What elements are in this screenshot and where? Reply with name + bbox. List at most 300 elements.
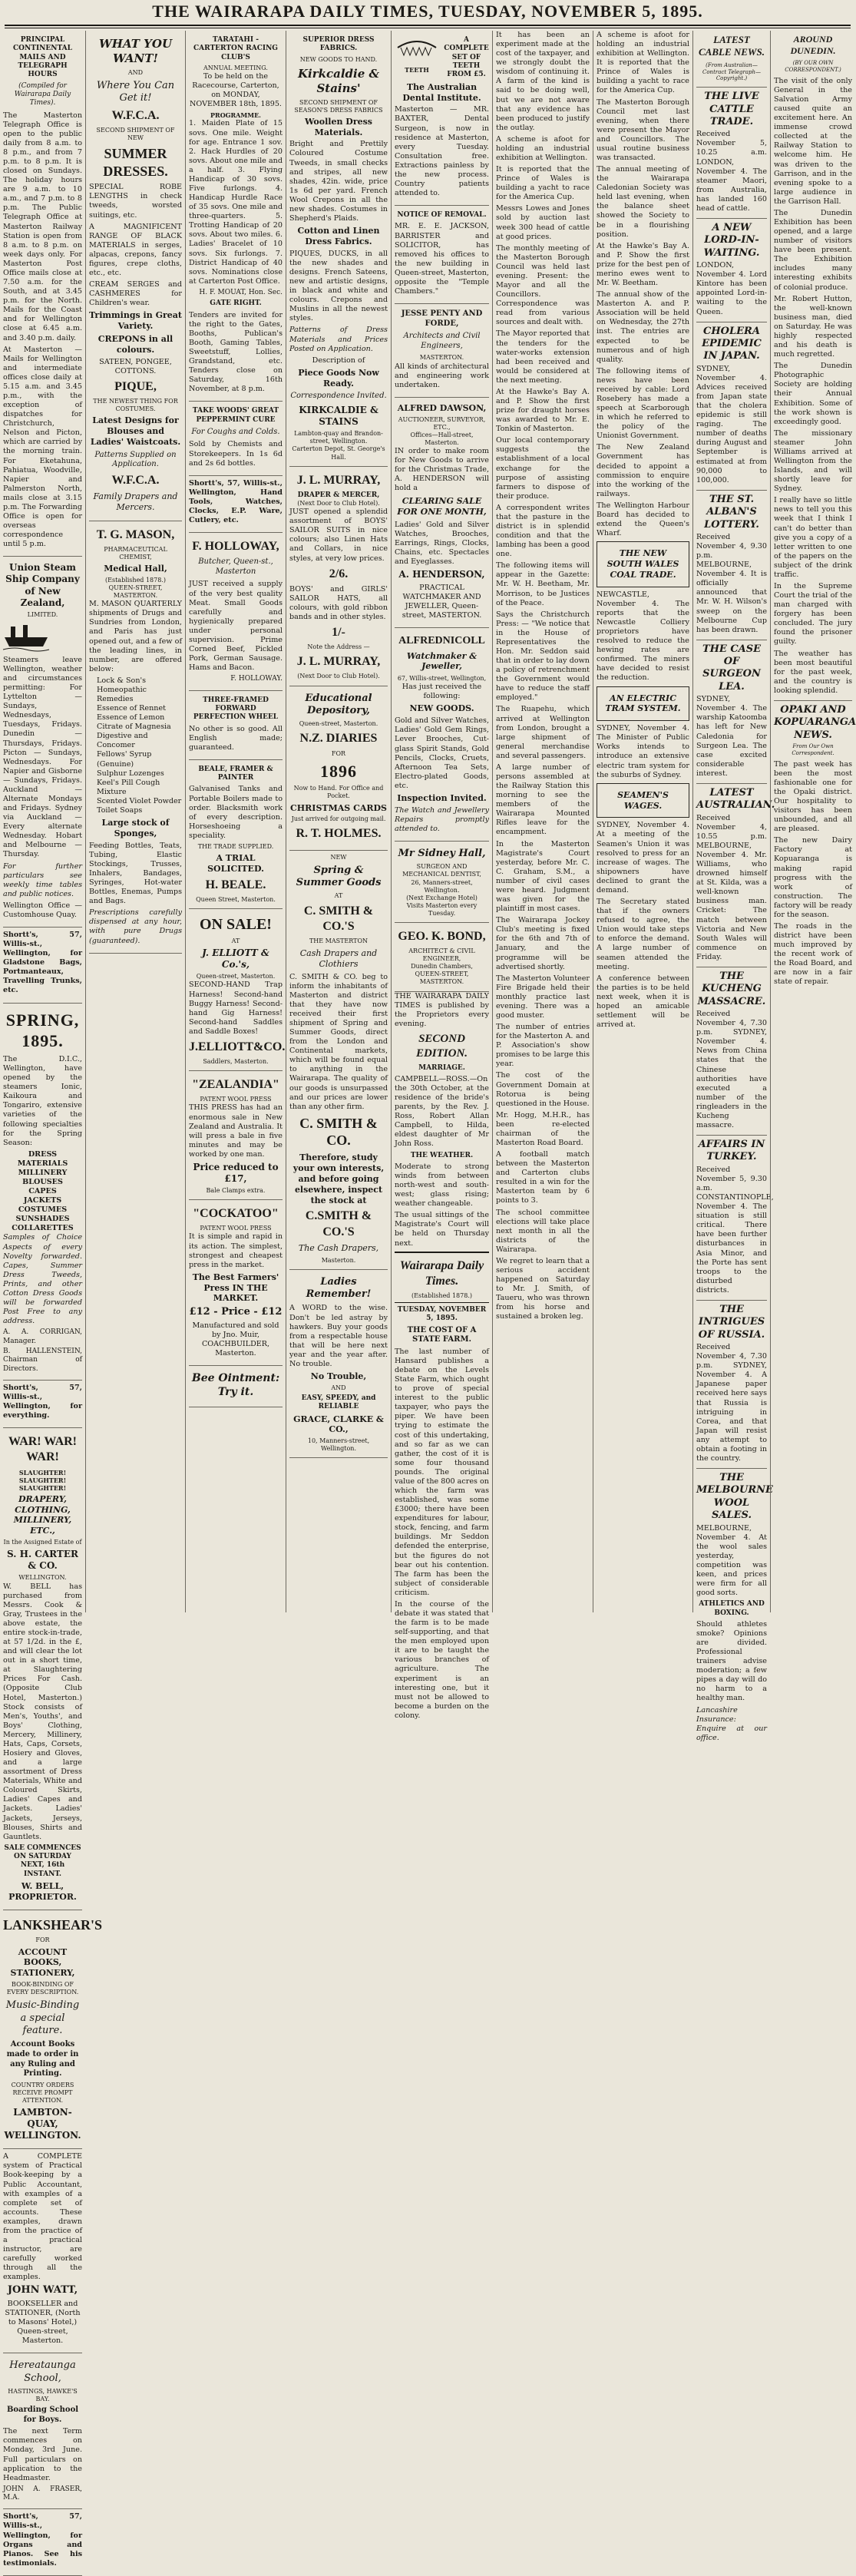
news-paragraph: We regret to learn that a serious accident happened on Saturday to Mr. J. Smith, of Taueru, who was thrown from his horse and sustained a broken leg. — [496, 1256, 590, 1321]
murray-1s: 1/- — [332, 626, 345, 640]
masthead-rule — [5, 25, 851, 26]
second-edition: SECOND EDITION. — [415, 1032, 468, 1060]
smith-title: C. SMITH & CO.'S — [303, 904, 374, 933]
secondhand-text: SECOND-HAND Trap Harness! Second-hand Buggy Harness! Second-hand Gig Harness! Second-hand Saddles and Saddle Boxes! — [189, 980, 283, 1036]
school-text: HASTINGS, HAWKE'S BAY. — [8, 2387, 78, 2403]
news-paragraph: The cost of the Government Domain at Rotorua is being questioned in the House. — [496, 1071, 590, 1108]
watt-ad — [3, 2149, 82, 2353]
opaki-title: OPAKI AND KOPUARANGA NEWS. — [774, 700, 852, 742]
news-paragraph: A correspondent writes that the pasture in the district is in splendid condition and that the lambing has been a good one. — [496, 503, 590, 559]
cattle-title: THE LIVE CATTLE TRADE. — [696, 87, 767, 128]
seamen-text-2: The Secretary stated that if the owners refused to agree, the Union would take steps to enforce the demand. A large number of seamen attended the meeting. — [597, 898, 689, 971]
crepons: CREPONS in all colours. — [97, 334, 174, 355]
cotton-text: PIQUES, DUCKS, in all the new shades and designs. French Sateens, new and artistic designs, in black and white and colours. Crepons and Muslins in all the newest styles. — [289, 249, 388, 323]
at-label: AT — [334, 892, 343, 900]
wool-title: THE MELBOURNE WOOL SALES. — [696, 1468, 767, 1523]
ship-note: For further particulars see weekly time tables and public notices. — [3, 861, 82, 898]
masthead: THE WAIRARAPA DAILY TIMES, TUESDAY, NOVEMBER 5, 1895. — [152, 2, 703, 21]
holloway-title: F. HOLLOWAY, — [192, 540, 279, 554]
races-prog: PROGRAMME. — [210, 111, 261, 120]
cash-drapers: The Cash Drapers, — [298, 1242, 379, 1253]
blouses-designs: Latest Designs for Blouses and Ladies' Waistcoats. — [90, 415, 181, 447]
kirk-sub: SECOND SHIPMENT OF SEASON'S DRESS FABRICS — [294, 98, 383, 114]
murray-sub: DRAPER & MERCER, — [297, 491, 380, 499]
elliott-name: J. ELLIOTT & Co.'s, — [202, 947, 269, 971]
cockatoo-sub: PATENT WOOL PRESS — [200, 1225, 272, 1232]
mails-sub: (Compiled for Wairarapa Daily Times). — [14, 81, 71, 107]
beale-name: H. BEALE. — [205, 878, 266, 891]
tram-title: AN ELECTRIC TRAM SYSTEM. — [605, 693, 681, 714]
spring-sign-2: B. HALLENSTEIN, Chairman of Directors. — [3, 1347, 82, 1373]
ship-sub: LIMITED. — [27, 610, 58, 618]
bee-ad — [189, 1366, 283, 1407]
christmas-cards: CHRISTMAS CARDS — [290, 802, 387, 813]
penty-ad — [395, 304, 489, 398]
assortment: A MAGNIFICENT RANGE OF BLACK MATERIALS in serges, alpacas, crepons, fancy figures, crepe cloths, etc., etc. — [89, 222, 182, 277]
dunedin-title: AROUND DUNEDIN. — [790, 34, 836, 57]
news-paragraph: The missionary steamer John Williams arrived at Wellington from the Islands, and will shortly leave for Sydney. — [774, 428, 852, 494]
bond-sub: ARCHITECT & CIVIL ENGINEER, — [408, 947, 475, 963]
news-paragraph: A scheme is afoot for holding an industrial exhibition at Wellington. — [496, 134, 590, 163]
news-paragraph: The annual show of the Masterton A. and P. Association will be held on Wednesday, the 27th inst. The entries are expected to be numerous and of high quality. — [597, 290, 689, 364]
pique: PIQUE, — [114, 379, 157, 393]
murray-title: J. L. MURRAY, — [296, 473, 381, 487]
times-logo: Wairarapa Daily Times. — [399, 1258, 484, 1288]
murray-next: (Next Door to Club Hotel). — [297, 500, 380, 508]
spring-item: MILLINERY — [18, 1168, 68, 1177]
dress-note: Patterns of Dress Materials and Prices Posted on Application. — [289, 326, 388, 353]
summer-dresses: SUMMER DRESSES. — [103, 145, 168, 179]
teeth-text: Masterton — MR. BAXTER, Dental Surgeon, is now in residence at Masterton, every Tuesday. Consultation free. Extractions painless by the new process. Country patients attended to. — [395, 105, 489, 198]
mason-ad — [89, 521, 182, 954]
news-paragraph: The Dunedin Photographic Society are holding their Annual Exhibition. Some of the work shown is exceedingly good. — [774, 362, 852, 426]
farmers-sign: Manufactured and sold by Jno. Muir, COACHBUILDER, Masterton. — [192, 1321, 279, 1357]
descr: Description of — [312, 355, 365, 365]
times-est: (Established 1878.) — [411, 1291, 472, 1299]
kirk-name: KIRKCALDIE & STAINS — [299, 405, 378, 428]
mails-ferry: At Masterton — Mails for Wellington and intermediate offices close daily at 5.15 a.m. and 3.45 p.m., with the exception of dispatches for Christchurch, Nelson and Picton, which are carried by the morning train. For Eketahuna, Pahiatua, Woodville, Napier and Palmerston North, mails close at 3.15 p.m. The Forwarding Office is open for overseas correspondence until 5 p.m. — [3, 345, 82, 549]
column-8 — [692, 31, 775, 1742]
news-paragraph: The Mayor reported that the tenders for the water-works extension had been received and would be considered at the next meeting. — [496, 329, 590, 385]
nsw-title: THE NEW SOUTH WALES COAL TRADE. — [606, 548, 679, 580]
holloway-sign: F. HOLLOWAY. — [230, 675, 283, 683]
school-note: The next Term commences on Monday, 3rd June. Full particulars on application to the Headmaster. — [3, 2427, 82, 2482]
drapery-place: WELLINGTON. — [18, 1574, 67, 1582]
diaries-year: 1896 — [320, 761, 357, 781]
wfca-shipment: SECOND SHIPMENT OF NEW — [96, 126, 175, 141]
spring-ad — [3, 1004, 82, 1381]
zeal-title: "ZEALANDIA" — [192, 1078, 279, 1092]
dawson-text: IN order to make room for New Goods to arrive for the Christmas Trade, A. HENDERSON will hold a — [395, 446, 489, 493]
smith-place: THE MASTERTON — [309, 937, 369, 944]
mason-list — [89, 676, 182, 815]
diaries-note: Now to Hand. For Office and Pocket. — [293, 785, 384, 800]
news-paragraph: Says the Christchurch Press: — "We notice that in the House of Representatives the Hon. Mr. Seddon said that in order to lay down a policy of retrenchment the Government would have to reduce the staff employed." — [496, 610, 590, 703]
war-title: WAR! WAR! WAR! — [8, 1435, 78, 1464]
shortts-ad-4 — [189, 476, 283, 533]
family-drapers: Family Drapers and Mercers. — [93, 491, 178, 512]
note-address: Note the Address — — [307, 643, 370, 651]
spring-sign-1: A. A. CORRIGAN, Manager. — [3, 1328, 82, 1345]
watt-text: A COMPLETE system of Practical Book-keeping by a Public Accountant, with examples of a complete set of accounts. These examples, drawn from the practice of a practical instructor, are carefully worked through all the examples. — [3, 2152, 82, 2282]
seamen-title: SEAMEN'S WAGES. — [617, 789, 669, 811]
watt-name: JOHN WATT, — [7, 2284, 78, 2297]
lank-orders: COUNTRY ORDERS RECEIVE PROMPT ATTENTION. — [11, 2081, 74, 2104]
news-paragraph: The Dunedin Exhibition has been opened, and a large number of visitors have been present. The Exhibition includes many interesting exhibits of colonial produce. — [774, 208, 852, 292]
alfred-list: Gold and Silver Watches, Ladies' Gold Gem Rings, Lever Brooches, Cut-glass Spirit Stands, Gold Pencils, Clocks, Cruets, Afternoon Tea Sets, Electro-plated Goods, etc. — [395, 716, 489, 790]
onsale-title: ON SALE! — [200, 915, 272, 933]
news-paragraph: The Wellington Harbour Board has decided to extend the Queen's Wharf. — [597, 501, 689, 538]
races-sub: ANNUAL MEETING. — [203, 64, 268, 71]
races-text: 1. Maiden Plate of 15 sovs. One mile. Weight for age. Entrance 1 sov. 2. Hack Hurdles of 20 sovs. About one mile and a half. 3. Flying Handicap of 30 sovs. Five furlongs. 4. Handicap Hurdle Race of 35 sovs. One mile and three-quarters. 5. Trotting Handicap of 20 sovs. About two miles. 6. Ladies' Bracelet of 10 sovs. Six furlongs. 7. District Handicap of 40 sovs. Nominations close at Carterton Post Office. — [189, 119, 283, 286]
bond-place: Dunedin Chambers, — [411, 963, 473, 971]
column-3 — [185, 31, 286, 1612]
cholera-title: CHOLERA EPIDEMIC IN JAPAN. — [696, 322, 767, 363]
news-paragraph: In the Masterton Magistrate's Court yesterday, before Mr. C. C. Graham, S.M., a number of civil cases were heard. Judgment was given for the plaintiff in most cases. — [496, 839, 590, 914]
gate-title: GATE RIGHT. — [210, 299, 262, 308]
teeth-label: TEETH — [405, 66, 429, 74]
news-paragraph: A football match between the Masterton and Carterton clubs resulted in a win for the Masterton team by 6 points to 3. — [496, 1150, 590, 1205]
breast-title: BEALE, FRAMER & PAINTER — [198, 765, 273, 782]
mason-title: T. G. MASON, — [96, 527, 175, 541]
murray-next-2: (Next Door to Club Hotel). — [297, 673, 380, 680]
murray-ad — [289, 467, 388, 686]
no-trouble: No Trouble, — [310, 1371, 367, 1381]
alfred-title: ALFREDNICOLL — [398, 634, 485, 646]
mason-item: Toilet Soaps — [97, 805, 143, 815]
henderson-sub: PRACTICAL WATCHMAKER AND JEWELLER, Queen-street, MASTERTON. — [402, 583, 482, 620]
hall-place: 26, Manners-street, Wellington. — [411, 878, 473, 894]
diaries-title: N.Z. DIARIES — [299, 732, 378, 746]
penty-place: MASTERTON. — [419, 354, 464, 362]
bee-ointment: Bee Ointment: Try it. — [191, 1372, 280, 1398]
spring-note: Samples of Choice Aspects of every Novelty forwarded. Capes, Summer Dress Tweeds, Prints, and other Cotton Dress Goods will be forwarded Post Free to any address. — [3, 1233, 82, 1326]
removal-text: MR. E. E. JACKSON, BARRISTER and SOLICITOR, has removed his offices to the new building in Queen-street, Masterton, opposite the "Temple Chambers." — [395, 222, 489, 296]
seamen-text: SYDNEY, November 4. At a meeting of the Seamen's Union it was resolved to press for an increase of wages. The shipowners have declined to grant the demand. — [597, 821, 689, 894]
athletics-title: ATHLETICS AND BOXING. — [699, 1600, 765, 1617]
drapery-text: W. BELL has purchased from Messrs. Cook & Gray, Trustees in the above estate, the entire stock-in-trade, at 57 1/2d. in the £, and will clear the lot out in a short time, at Slaughtering Prices For Cash. (Opposite Club Hotel, Masterton.) Stock consists of Men's, Youths', and Boys' Clothing, Mercery, Millinery, Hats, Caps, Corsets, Hosiery and Gloves, and a large assortment of Dress Materials, White and Coloured Skirts, Ladies' Capes and Jackets. Ladies' Jackets, Jerseys, Blouses, Shirts and Gauntlets. — [3, 1582, 82, 1841]
bond-title: GEO. K. BOND, — [398, 929, 486, 943]
news-paragraph: The annual meeting of the Wairarapa Caledonian Society was held last evening, when the balance sheet showed the Society to be in a flourishing position. — [597, 165, 689, 239]
holmes-ad — [289, 686, 388, 851]
gate-text: Tenders are invited for the right to the Gates, Booths, Publican's Booth, Gaming Tables, Sweetstuff, Lollies, Grandstand, etc. Tenders close on Saturday, 16th November, at 8 p.m. — [189, 310, 283, 394]
union-ship-ad — [3, 557, 82, 928]
holloway-sub: Butcher, Queen-st., Masterton — [198, 557, 273, 576]
alfred-goods: NEW GOODS. — [409, 703, 474, 714]
murray-boys: BOYS' and GIRLS' SAILOR HATS, all colours, with gold ribbon bands and in other styles. — [289, 584, 388, 622]
news-paragraph: At the Hawke's Bay A. and P. Show the first prize for the best pen of merino ewes went to Mr. W. Beetham. — [597, 241, 689, 288]
mason-est: (Established 1878.) — [105, 577, 166, 584]
zeal-price-sub: Bale Clamps extra. — [206, 1187, 266, 1195]
drapery-name: S. H. CARTER & CO. — [7, 1549, 78, 1572]
smith-big: C. SMITH & CO. — [299, 1115, 378, 1149]
ship-title: Union Steam Ship Company of New Zealand, — [5, 562, 80, 608]
newest: THE NEWEST THING FOR COSTUMES. — [93, 398, 178, 413]
races-date: To be held on the Racecourse, Carterton, on MONDAY, NOVEMBER 18th, 1895. — [190, 72, 282, 109]
cream-serges: CREAM SERGES and CASHMERES for Children's wear. — [89, 280, 182, 308]
shortts-text-2: Shortt's, 57, Willis-st., Wellington, for everything. — [3, 1383, 82, 1420]
smith-masterton: Masterton. — [321, 1256, 356, 1264]
patterns-note: Patterns Supplied on Application. — [94, 450, 177, 469]
teeth-sub: The Australian Dental Institute. — [402, 81, 481, 103]
mason-item: Citrate of Magnesia — [97, 723, 171, 732]
surgeon-text: SYDNEY, November 4. The warship Katoomba has left for New Caledonia for Surgeon Lea. The case excited considerable interest. — [696, 695, 767, 778]
trade-supplied: THE TRADE SUPPLIED. — [197, 842, 274, 850]
lank-title: LANKSHEAR'S — [3, 1916, 103, 1933]
news-paragraph: Mr. Hogg, M.H.R., has been re-elected chairman of the Masterton Road Board. — [496, 1110, 590, 1147]
mason-item: Keel's Pill Cough Mixture — [97, 778, 160, 796]
opaki-text-2: The new Dairy Factory at Kopuaranga is making rapid progress with the work of construction. The factory will be ready for the season. — [774, 836, 852, 919]
take-sub: For Coughs and Colds. — [191, 427, 280, 436]
column-7 — [593, 31, 692, 1612]
edu-title: Educational Depository, — [305, 692, 372, 716]
tram-box — [597, 686, 689, 722]
bond-ad — [395, 923, 489, 992]
news-paragraph: The school committee elections will take place next month in all the districts of the Wairarapa. — [496, 1208, 590, 1254]
hall-hours: (Next Exchange Hotel) — [406, 894, 478, 901]
dies-text: No other is so good. All English made; guaranteed. — [189, 724, 283, 752]
lank-place: LAMBTON-QUAY, WELLINGTON. — [4, 2107, 81, 2141]
mason-sub: PHARMACEUTICAL CHEMIST, — [104, 545, 167, 561]
athletics-text: Should athletes smoke? Opinions are divided. Professional trainers advise moderation; a few pipes a day will do no harm to a healthy man. — [696, 1619, 767, 1703]
zeal-sub: PATENT WOOL PRESS — [200, 1096, 272, 1103]
column-9 — [770, 31, 855, 1612]
beale-place: Queen Street, Masterton. — [196, 895, 276, 903]
wfca-1: W.F.C.A. — [111, 108, 160, 122]
wfca-ad — [89, 31, 182, 521]
lank-order: Account Books made to order in any Ruling and Printing. — [6, 2040, 79, 2078]
spring-item: CAPES — [28, 1187, 57, 1196]
superior-sub: NEW GOODS TO HAND. — [299, 55, 378, 63]
column-2 — [85, 31, 185, 1612]
column-1 — [0, 31, 103, 2568]
war-sub: SLAUGHTER! SLAUGHTER! SLAUGHTER! — [18, 1468, 67, 1492]
cholera-text: SYDNEY, November 4. Advices received from Japan state that the cholera epidemic is still raging. The number of deaths during August and September is estimated at from 90,000 to 100,000. — [696, 364, 767, 484]
kirk-depot: Carterton Depot, St. George's Hall. — [292, 445, 385, 461]
easy-speedy: EASY, SPEEDY, and RELIABLE — [301, 1394, 376, 1411]
elliott-sub: Queen-street, Masterton. — [196, 973, 276, 980]
drapery-sub: In the Assigned Estate of — [3, 1539, 82, 1546]
school-ad — [3, 2353, 82, 2509]
news-paragraph: The Ruapehu, which arrived at Wellington from London, brought a large shipment of general merchandise and several passengers. — [496, 705, 590, 760]
sittings-text: The usual sittings of the Magistrate's Court will be held on Thursday next. — [395, 1211, 489, 1248]
new-label: NEW — [330, 853, 347, 861]
spring-item: DRESS MATERIALS — [17, 1149, 68, 1168]
trimmings: Trimmings in Great Variety. — [89, 310, 182, 332]
watt-sub: BOOKSELLER and STATIONER, (North to Masons' Hotel,) Queen-street, Masterton. — [5, 2299, 81, 2346]
times-note: THE WAIRARAPA DAILY TIMES is published by the Proprietors every evening. — [395, 991, 489, 1028]
marriage-text: CAMPBELL—ROSS.—On the 30th October, at the residence of the bride's parents, by the Rev. J. Ross, Robert Allan Campbell, to Hilda, eldest daughter of Mr John Ross. — [395, 1074, 489, 1149]
lord-text: LONDON, November 4. Lord Kintore has been appointed Lord-in-waiting to the Queen. — [696, 261, 767, 316]
aus-title: LATEST AUSTRALIAN. — [696, 783, 767, 812]
mason-item: Essence of Rennet — [97, 704, 166, 713]
shortts-text-1: Shortt's, 57, Willis-st., Wellington, for Gladstone Bags, Portmanteaux, Travelling Trunks, etc. — [3, 931, 82, 995]
hall-ad — [395, 842, 489, 923]
ladies-text: A WORD to the wise. Don't be led astray by hawkers. Buy your goods from a respectable house that will be here next year and the year after. No trouble. — [289, 1304, 388, 1368]
news-paragraph: The New Zealand Government has decided to appoint a commission to enquire into the working of the railways. — [597, 443, 689, 498]
wool-text: MELBOURNE, November 4. At the wool sales yesterday, competition was keen, and prices were firm for all good sorts. — [696, 1523, 767, 1598]
mason-item: Fellows' Syrup (Genuine) — [97, 750, 152, 769]
news-paragraph: The following items of news have been received by cable: Lord Rosebery has made a speech at Scarborough in which he referred to the policy of the Unionist Government. — [597, 366, 689, 441]
nsw-coal-box — [597, 541, 689, 587]
farmers-press: The Best Farmers' Press IN THE MARKET. — [192, 1271, 279, 1304]
lank-sub: FOR — [35, 1936, 50, 1944]
woollen-text: Bright and Prettily Coloured Costume Tweeds, in small checks and stripes, all new shades, 42in. wide, price 1s 6d per yard. French Wool Crepons in all the new shades. Costumes in Shepherd's Plaids. — [289, 140, 388, 223]
sponges-text: Feeding Bottles, Teats, Tubing, Elastic Stockings, Trusses, Inhalers, Bandages, Syringes, Hot-water Bottles, Enemas, Pumps and Bags. — [89, 841, 182, 906]
spring-item: JACKETS — [23, 1196, 62, 1205]
shortts-ad-2 — [3, 1381, 82, 1428]
cattle-text: Received November 5, 10.25 a.m. LONDON, November 4. The steamer Maori, from Australia, has landed 160 head of cattle. — [696, 130, 767, 213]
opaki-text-3: The roads in the district have been much improved by the recent work of the Road Board, and are now in a fair state of repair. — [774, 922, 852, 987]
lank-text: BOOK-BINDING OF EVERY DESCRIPTION. — [6, 1981, 79, 1996]
news-paragraph: Our local contemporary suggests the establishment of a local exchange for the purpose of assisting farmers to dispose of their produce. — [496, 436, 590, 501]
kucheng-title: THE KUCHENG MASSACRE. — [696, 967, 767, 1008]
cards-text: Just arrived for outgoing mail. — [291, 815, 386, 823]
take-text: Sold by Chemists and Storekeepers. In 1s 6d and 2s 6d bottles. — [189, 440, 283, 468]
elliott-ad — [189, 909, 286, 1071]
diaries-for: FOR — [331, 749, 346, 757]
cockatoo-ad — [189, 1200, 283, 1366]
colours-line: SATEEN, PONGEE, COTTONS. — [99, 357, 172, 375]
news-paragraph: I really have so little news to tell you this week that I think I can't do better than give you a copy of a letter written to one of the papers on the subject of the drink traffic. — [774, 496, 852, 579]
news-paragraph: A scheme is afoot for holding an industrial exhibition at Wellington. It is reported that the Prince of Wales is building a yacht to race for the America Cup. — [597, 31, 689, 95]
mails-title: PRINCIPAL CONTINENTAL MAILS AND TELEGRAPH HOURS — [13, 36, 72, 79]
alfred-text: Has just received the following: — [402, 683, 482, 701]
spring-item: SUNSHADES — [15, 1215, 70, 1224]
news-paragraph: The visit of the only General in the Salvation Army caused quite an excitement here. An immense crowd collected at the Railway Station to welcome him. He was driven to the Garrison, and in the evening spoke to a large audience in the Garrison Hall. — [774, 76, 852, 206]
henderson-name: A. HENDERSON, — [398, 569, 485, 580]
smith-ad — [289, 851, 388, 1270]
grace-place: 10, Manners-street, Wellington. — [307, 1437, 370, 1453]
mason-text: M. MASON QUARTERLY shipments of Drugs and Sundries from London, and Paris has just opened out, and a few of the leading lines, in number, are offered below: — [89, 600, 182, 673]
latest-cable-title: LATEST CABLE NEWS. — [699, 34, 765, 58]
spring-text: The D.I.C., Wellington, have opened by the steamers Ionic, Kaikoura and Tongariro, extensive varieties of the following specialties for the Spring Season: — [3, 1054, 82, 1147]
dunedin-sub: (BY OUR OWN CORRESPONDENT.) — [785, 60, 841, 74]
seamen-box — [597, 783, 689, 818]
turkey-text: Received November 5, 9.30 a.m. CONSTANTINOPLE, November 4. The situation is still critical. There have been further disturbances in Asia Minor, and the Porte has sent troops to the disturbed districts. — [696, 1165, 774, 1295]
cost-text-2: In the course of the debate it was stated that the farm is to be made self-supporting, and that the men employed upon it are to be taught the various branches of agriculture. The experiment is an interesting one, but it must not be allowed to become a burden on the colony. — [395, 1599, 489, 1720]
mason-item: Essence of Lemon — [97, 713, 165, 723]
races-sign: H. F. MOUAT, Hon. Sec. — [199, 288, 283, 296]
news-paragraph: The monthly meeting of the Masterton Borough Council was held last evening. Present: the Mayor and all the Councillors. Correspondence was read from various sources and dealt with. — [496, 243, 590, 327]
dawson-place: Offices—Hall-street, Masterton. — [410, 431, 474, 446]
holloway-text: JUST received a supply of the very best quality Meat. Small Goods carefully and hygienically prepared under personal supervision. Prime Corned Beef, Pickled Pork, German Sausage. Hams and Bacon. — [189, 580, 283, 673]
mails-notice — [3, 31, 82, 557]
zeal-text: THIS PRESS has had an enormous sale in New Zealand and Australia. It will press a bale in five minutes and may be worked by one man. — [189, 1103, 283, 1159]
news-paragraph: At the Hawke's Bay A. and P. Show the first prize for draught horses was awarded to Mr. E. Tonkin of Masterton. — [496, 387, 590, 434]
dawson-title: ALFRED DAWSON, — [397, 402, 487, 413]
clearing-text: Ladies' Gold and Silver Watches, Brooches, Earrings, Rings, Clocks, Chains, etc. Spectacles and Eyeglasses. — [395, 521, 489, 567]
cost-text: The last number of Hansard publishes a debate on the Levels State Farm, which ought to prove of special interest to the public taxpayer, who pays the piper. We have been trying to estimate the cost of this undertaking, and so far as we can gather, the cost of it is some four thousand pounds. The original value of the 800 acres on which the farm was established, was some £3000; there have been expenditures for labour, stock, fencing, and farm buildings. Mr Seddon defended the enterprise, but the figures do not bear out his contention. The farm has been the subject of considerable criticism. — [395, 1347, 489, 1597]
trial-solicited: A TRIAL SOLICITED. — [207, 852, 264, 874]
news-paragraph: The Wairarapa Jockey Club's meeting is fixed for the 6th and 7th of January, and the programme will be advertised shortly. — [496, 916, 590, 971]
teeth-title: A COMPLETE SET OF TEETH FROM £5. — [444, 36, 489, 79]
lord-title: A NEW LORD-IN-WAITING. — [696, 218, 767, 260]
intrigue-title: THE INTRIGUES OF RUSSIA. — [696, 1300, 767, 1341]
shortts-text-4: Shortt's, 57, Willis-st., Wellington, Hand Tools, Watches, Clocks, E.P. Ware, Cutlery, etc. — [189, 478, 283, 525]
mason-item: Digestive and Concomer — [97, 732, 148, 750]
smith-text: C. SMITH & CO. beg to inform the inhabitants of Masterton and district that they have now received their first shipment of Spring and Summer Goods, direct from the London and Continental markets, which will be found equal to anything in the Wairarapa. The quality of our goods is unsurpassed and our prices are lower than any other firm. — [289, 972, 388, 1111]
nicoll-ad — [395, 628, 489, 842]
beale-ad — [189, 760, 283, 909]
school-sub: Boarding School for Boys. — [6, 2406, 79, 2424]
dies-title: THREE-FRAMED FORWARD PERFECTION WHEEL — [193, 696, 279, 722]
column-5 — [391, 31, 492, 1720]
bond-place-2: QUEEN-STREET, MASTERTON. — [415, 971, 469, 986]
kirk-title: Kirkcaldie & Stains' — [297, 66, 380, 95]
hall-note: Visits Masterton every Tuesday. — [406, 901, 478, 917]
special-robes: SPECIAL ROBE LENGTHS in check tweeds, worsted suitings, etc. — [89, 183, 182, 220]
prescriptions: Prescriptions carefully dispensed at any hour, with pure Drugs (guaranteed). — [89, 908, 182, 945]
saddlers: Saddlers, Masterton. — [203, 1058, 269, 1066]
lankshear-ad — [3, 1910, 103, 2150]
news-paragraph: The Masterton Volunteer Fire Brigade held their monthly practice last evening. There was a good muster. — [496, 974, 590, 1020]
alfred-sub: Watchmaker & Jeweller, — [406, 650, 478, 672]
aus-text: Received November 4, 10.55 p.m. MELBOURNE, November 4. Mr. Williams, who drowned himself at St. Kilda, was a well-known business man. Cricket: The match between Victoria and New South Wales will commence on Friday. — [696, 813, 767, 961]
lank-special: Music-Binding a special feature. — [5, 1999, 80, 2037]
wfca-2: W.F.C.A. — [111, 473, 160, 487]
farmers-price: £12 - Price - £12 — [189, 1306, 283, 1318]
latest-cable-sub: (From Australian—Contract Telegraph—Copyright.) — [702, 61, 761, 82]
weather-title: THE WEATHER. — [410, 1151, 474, 1159]
inspection-invited: Inspection Invited. — [397, 792, 487, 803]
times-logo-box — [395, 1252, 489, 1303]
sale-line: SALE COMMENCES ON SATURDAY NEXT, 16th INSTANT. — [4, 1844, 81, 1878]
holmes-name: R. T. HOLMES. — [296, 827, 382, 841]
hall-title: Mr Sidney Hall, — [398, 848, 486, 860]
cockatoo-title: "COCKATOO" — [193, 1207, 279, 1221]
smith-sub: Cash Drapers and Clothiers — [299, 947, 378, 969]
want-where: Where You Can Get it! — [96, 79, 175, 104]
mason-hall: Medical Hall, — [104, 564, 167, 574]
woollen: Woollen Dress Materials. — [304, 116, 373, 137]
take-title: TAKE WOODS' GREAT PEPPERMINT CURE — [192, 407, 279, 424]
turkey-title: AFFAIRS IN TURKEY. — [696, 1135, 767, 1164]
corr: Correspondence Invited. — [290, 392, 387, 401]
spring-item: COSTUMES — [18, 1205, 68, 1215]
murray-price: 2/6. — [329, 567, 349, 580]
news-paragraph: A large number of persons assembled at the Railway Station this morning to see the members of the Wairarapa Mounted Rifles leave for the encampment. — [496, 762, 590, 837]
shortts-ad-1 — [3, 928, 82, 1004]
elliott-block: J.ELLIOTT&CO. — [189, 1040, 286, 1053]
opaki-sub: From Our Own Correspondent. — [792, 743, 835, 756]
removal-title: NOTICE OF REMOVAL. — [397, 211, 487, 220]
ship-text: Steamers leave Wellington, weather and circumstances permitting: For Lyttelton — Sundays, Wednesdays, Tuesdays, Fridays. Dunedin — Thursdays, Fridays. Picton — Sundays, Wednesdays. For Napier and Gisborne — Sundays, Fridays. Auckland — Alternate Mondays and Fridays. Sydney via Auckland — Every alternate Wednesday. Hobart and Melbourne — Thursday. — [3, 655, 82, 859]
news-paragraph: It has been an experiment made at the cost of the taxpayer, and we strongly doubt the wisdom of continuing it. A farm of the kind is said to be doing well, but we are not aware that any evidence has been produced to justify the outlay. — [496, 31, 590, 132]
seamen-text-3: A conference between the parties is to be held next week, when it is hoped an amicable settlement will be arrived at. — [597, 974, 689, 1030]
dawson-ad — [395, 398, 489, 628]
steamship-icon — [3, 620, 49, 654]
news-paragraph: The Masterton Borough Council met last evening, when there were present the Mayor and Councillors. The usual routine business was transacted. — [597, 98, 689, 163]
news-paragraph: In the Supreme Court the trial of the man charged with forgery has been concluded. The jury found the prisoner guilty. — [774, 581, 852, 646]
hall-sub: SURGEON AND MECHANICAL DENTIST, — [402, 863, 481, 878]
lank-line: ACCOUNT BOOKS, STATIONERY, — [10, 1946, 75, 1979]
column-6 — [492, 31, 593, 1612]
bell-ad — [3, 1428, 82, 1910]
cockatoo-text: It is simple and rapid in its action. The simplest, strongest and cheapest press in the market. — [189, 1232, 283, 1269]
spring-item: BLOUSES — [22, 1178, 63, 1186]
cotton: Cotton and Linen Dress Fabrics. — [297, 226, 380, 246]
lanc-note: Lancashire Insurance: Enquire at our office. — [696, 1705, 767, 1742]
grace-name: GRACE, CLARKE & CO., — [293, 1414, 384, 1435]
watch-note: The Watch and Jewellery Repairs promptly attended to. — [395, 805, 489, 833]
column-4 — [286, 31, 391, 1612]
stalban-text: Received November 4, 9.30 p.m. MELBOURNE, November 4. It is officially announced that Mr. W. H. Wilson's sweep on the Melbourne Cup has been drawn. — [696, 532, 767, 634]
zeal-price: Price reduced to £17, — [193, 1161, 279, 1184]
piece-goods: Piece Goods Now Ready. — [298, 367, 379, 389]
opaki-text: The past week has been the most fashionable one for the Opaki district. Our hospitality to visitors has been unbounded, and all are pleased. — [774, 759, 852, 834]
races-title: TARATAHI - CARTERTON RACING CLUB'S — [193, 36, 278, 61]
